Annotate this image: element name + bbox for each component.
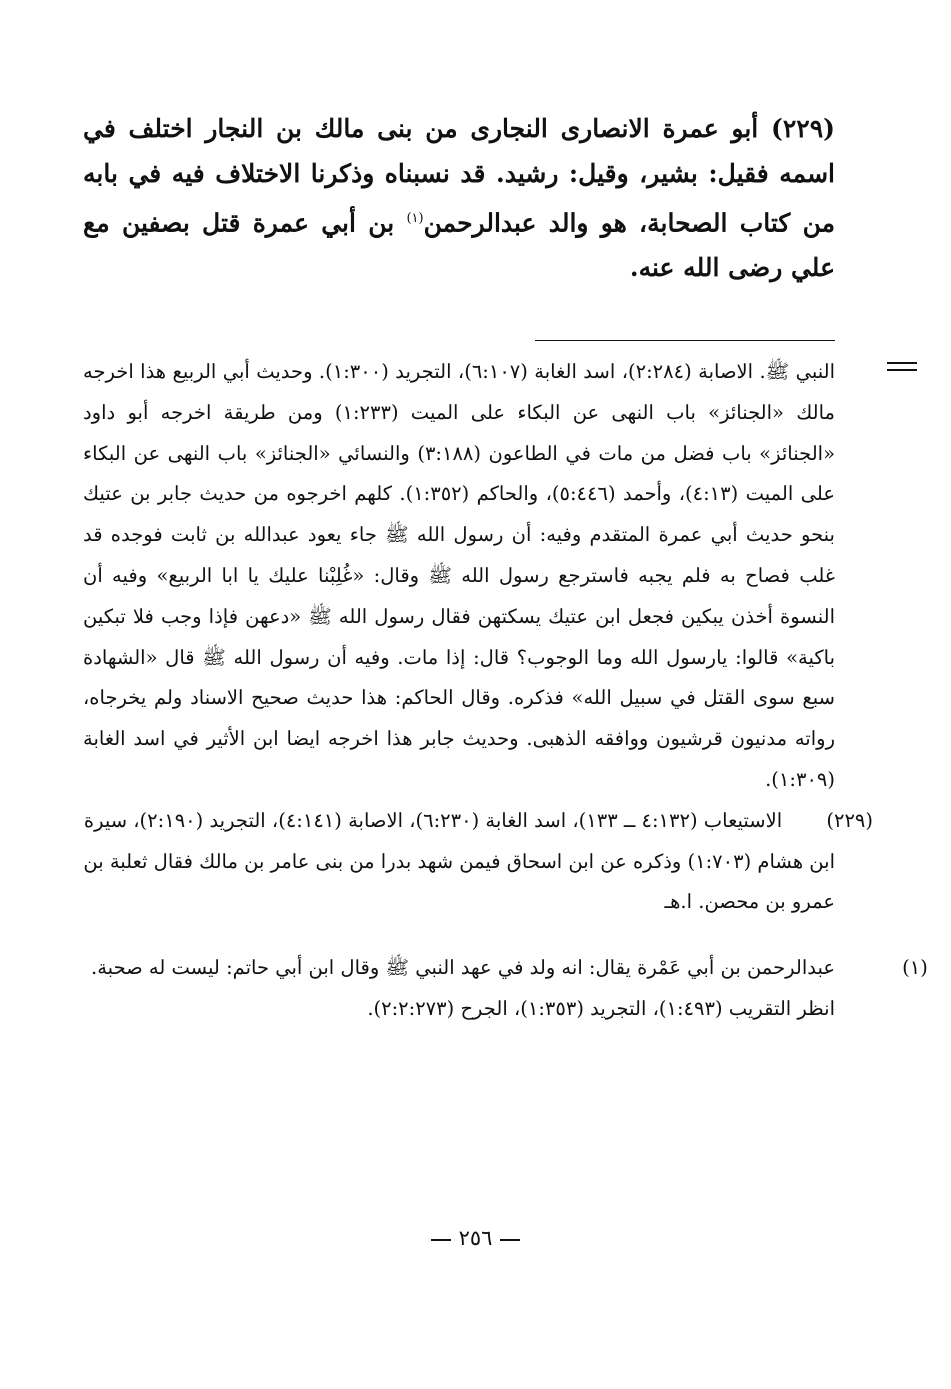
- footnotes-section: [83, 352, 928, 1030]
- footnote-229: [83, 801, 873, 923]
- footnote-1-marker: (١): [902, 956, 928, 980]
- footnote-229-text: [83, 801, 835, 923]
- footnote-229-body: الاستيعاب (٤:١٣٢ ــ ١٣٣)، اسد الغابة (٦:٢٣٠)، الاصابة (٤:١٤١)، التجريد (٢:١٩٠)، سيرة ابن هشام (١:٧٠٣) وذكره عن ابن اسحاق فيمن شهد بدرا من بنى عامر بن مالك فقال ثعلبة بن عمرو بن محصن. ا.هـ: [83, 808, 835, 914]
- page-number-dash-left: [500, 1239, 520, 1241]
- page-number-value: ٢٥٦: [458, 1226, 493, 1250]
- footnote-separator: [535, 340, 835, 341]
- continuation-mark: [887, 362, 917, 374]
- page-number-dash-right: [431, 1239, 451, 1241]
- footnote-continued-text: النبي ﷺ. الاصابة (٢:٢٨٤)، اسد الغابة (٦:١٠٧)، التجريد (١:٣٠٠). وحديث أبي الربيع هذا اخرجه مالك «الجنائز» باب النهى عن البكاء على الميت (١:٢٣٣) ومن طريقة اخرجه أبو داود «الجنائز» باب فضل من مات في الطاعون (٣:١٨٨) والنسائي «الجنائز» باب النهى عن البكاء على الميت (٤:١٣)، وأحمد (٥:٤٤٦)، والحاكم (١:٣٥٢). كلهم اخرجوه من حديث جابر بن عتيك بنحو حديث أبي عمرة المتقدم وفيه: أن رسول الله ﷺ جاء يعود عبدالله بن ثابت فوجده قد غلب فصاح به فلم يجبه فاسترجع رسول الله ﷺ وقال: «غُلِبْنا عليك يا ابا الربيع» وفيه أن النسوة أخذن يبكين فجعل ابن عتيك يسكتهن فقال رسول الله ﷺ «دعهن فإذا وجب فلا تبكين باكية» قالوا: يارسول الله وما الوجوب؟ قال: إذا مات. وفيه أن رسول الله ﷺ قال «الشهادة سبع سوى القتل في سبيل الله» فذكره. وقال الحاكم: هذا حديث صحيح الاسناد ولم يخرجاه، رواته مدنيون قرشيون ووافقه الذهبى. وحديث جابر هذا اخرجه ايضا ابن الأثير في اسد الغابة (١:٣٠٩).: [83, 360, 836, 791]
- footnote-continued: [83, 352, 835, 801]
- footnote-1: [83, 948, 928, 1030]
- main-entry-229: [83, 106, 835, 290]
- footnote-229-number: (٢٢٩): [826, 808, 873, 832]
- footnote-1-text: عبدالرحمن بن أبي عَمْرة يقال: انه ولد في عهد النبي ﷺ وقال ابن أبي حاتم: ليست له صحبة. انظر التقريب (١:٤٩٣)، التجريد (١:٣٥٣)، الجرح (٢:٢:٢٧٣).: [91, 956, 835, 1020]
- entry-number: (٢٢٩): [771, 114, 835, 143]
- entry-text: أبو عمرة الانصارى النجارى من بنى مالك بن النجار اختلف في اسمه فقيل: بشير، وقيل: رشيد. قد نسبناه وذكرنا الاختلاف فيه في بابه من كتاب الصحابة، هو والد عبدالرحمن: [83, 114, 835, 238]
- footnote-ref-marker: (١): [406, 211, 424, 226]
- page-number: [0, 1226, 951, 1250]
- entry-text-continued: بن أبي عمرة قتل بصفين مع علي رضى الله عنه.: [83, 208, 835, 283]
